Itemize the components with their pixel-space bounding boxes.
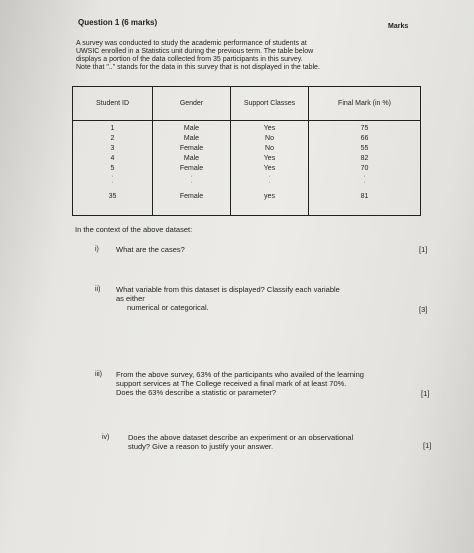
header-gender: Gender xyxy=(153,87,231,121)
cell-final-mark: 82 xyxy=(360,155,369,162)
cell-final-mark: 66 xyxy=(360,135,369,142)
header-final-mark: Final Mark (in %) xyxy=(309,87,421,121)
question-line: numerical or categorical. xyxy=(127,303,209,312)
final-mark-column xyxy=(309,121,421,216)
cell-student-id: 3 xyxy=(110,145,115,152)
cell-support-classes: No xyxy=(265,135,274,142)
question-line: Does the 63% describe a statistic or parameter? xyxy=(116,388,277,397)
intro-line-4: Note that ".." stands for the data in this survey that is not displayed in the table. xyxy=(76,64,320,71)
question-mark: [3] xyxy=(419,305,428,314)
cell-final-mark: 55 xyxy=(360,145,369,152)
question-line: Does the above dataset describe an experiment or an observational xyxy=(128,433,354,442)
ellipsis-dots: · · xyxy=(111,173,114,186)
question-line: From the above survey, 63% of the participants who availed of the learning xyxy=(116,370,364,379)
cell-support-classes: No xyxy=(265,145,274,152)
question-line: as either xyxy=(116,294,145,303)
cell-student-id: 2 xyxy=(110,135,115,142)
cell-final-mark: 70 xyxy=(360,165,369,172)
cell-student-id: 4 xyxy=(110,155,115,162)
intro-line-1: A survey was conducted to study the academic performance of students at xyxy=(76,40,307,47)
table-header-row xyxy=(73,87,421,121)
ellipsis-dots: · · xyxy=(190,173,193,186)
survey-data-table xyxy=(72,86,421,216)
cell-student-id: 5 xyxy=(110,165,115,172)
intro-line-2: UWSIC enrolled in a Statistics unit during the previous term. The table below xyxy=(76,48,314,55)
question-text xyxy=(116,285,340,312)
question-mark: [1] xyxy=(423,441,432,450)
question-line: What are the cases? xyxy=(116,245,185,254)
question-text xyxy=(128,433,353,451)
cell-final-mark: 81 xyxy=(360,193,369,200)
cell-gender: Male xyxy=(183,125,200,132)
header-support-classes: Support Classes xyxy=(231,87,309,121)
question-line: What variable from this dataset is displayed? Classify each variable xyxy=(116,285,340,294)
cell-support-classes: yes xyxy=(264,193,275,200)
table-body-row xyxy=(73,121,421,216)
cell-gender: Female xyxy=(179,193,204,200)
ellipsis-dots: · · xyxy=(363,173,366,186)
cell-support-classes: Yes xyxy=(263,165,276,172)
question-number: i) xyxy=(95,246,99,253)
student-id-column xyxy=(73,121,153,216)
cell-gender: Female xyxy=(179,165,204,172)
cell-support-classes: Yes xyxy=(263,125,276,132)
question-mark: [1] xyxy=(419,245,428,254)
cell-gender: Male xyxy=(183,135,200,142)
cell-final-mark: 75 xyxy=(360,125,369,132)
header-student-id: Student ID xyxy=(73,87,153,121)
cell-student-id: 1 xyxy=(110,125,115,132)
question-line: support services at The College received a final mark of at least 70%. xyxy=(116,379,347,388)
question-mark: [1] xyxy=(421,389,430,398)
question-text xyxy=(116,370,364,397)
question-number: ii) xyxy=(95,286,101,293)
ellipsis-dots: · · xyxy=(268,173,271,186)
gender-column xyxy=(153,121,231,216)
context-text: In the context of the above dataset: xyxy=(75,225,193,234)
marks-header: Marks xyxy=(388,23,409,30)
support-classes-column xyxy=(231,121,309,216)
cell-gender: Male xyxy=(183,155,200,162)
question-number: iv) xyxy=(102,434,110,441)
question-text xyxy=(116,245,185,254)
question-title: Question 1 (6 marks) xyxy=(78,18,158,27)
cell-support-classes: Yes xyxy=(263,155,276,162)
cell-student-id: 35 xyxy=(108,193,117,200)
cell-gender: Female xyxy=(179,145,204,152)
question-number: iii) xyxy=(95,371,102,378)
question-line: study? Give a reason to justify your answer. xyxy=(128,442,274,451)
intro-line-3: displays a portion of the data collected from 35 participants in this survey. xyxy=(76,56,303,63)
